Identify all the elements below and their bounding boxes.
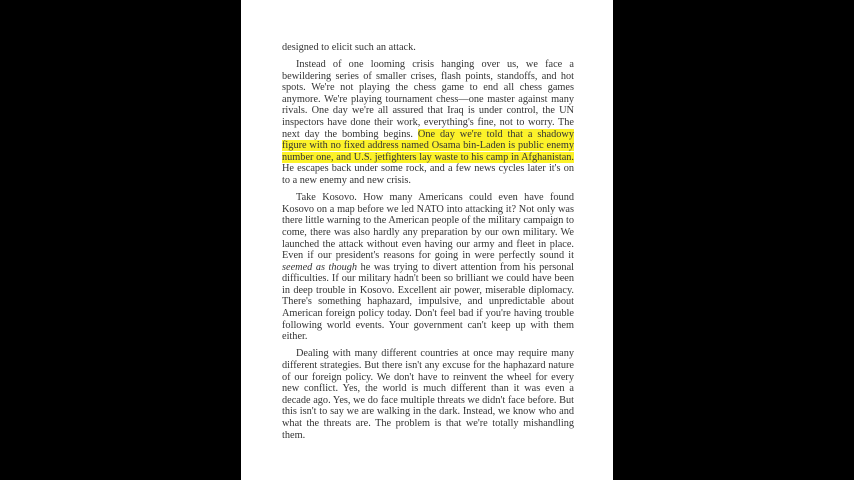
italic-text: seemed as though [282, 261, 358, 273]
paragraph-2 [282, 59, 574, 187]
highlighted-text: One day we're told that a shadowy figure with no fixed address named Osama bin-Laden is public enemy number one, and U.S. jetfighters lay waste to his camp in Afghanistan. [282, 128, 575, 163]
paragraph-3 [282, 192, 574, 343]
paragraph-1 [282, 42, 574, 54]
book-page [241, 0, 613, 480]
text-segment: Take Kosovo. How many Americans could even have found Kosovo on a map before we led NATO into attacking it? Not only was there little warning to the American people of the military campaign to come, there was also hardly any preparation by our own military. We launched the attack without even having our army and fleet in place. Even if our president's reasons for going in were perfectly sound it [282, 192, 574, 262]
page-body-text [282, 42, 574, 447]
text-segment: he was trying to divert attention from his personal difficulties. If our military hadn't been so brilliant we could have been in deep trouble in Kosovo. Excellent air power, miserable diplomacy. There's something haphazard, impulsive, and unpredictable about American foreign policy today. Don't feel bad if you're having trouble following world events. Your government can't keep up with them either. [282, 261, 574, 343]
text-segment: designed to elicit such an attack. [282, 42, 416, 53]
text-segment: Dealing with many different countries at once may require many different strategies. But there isn't any excuse for the haphazard nature of our foreign policy. We don't have to reinvent the wheel for every new conflict. Yes, the world is much different than it was even a decade ago. Yes, we do face multiple threats we didn't face before. But this isn't to say we are walking in the dark. Instead, we know who and what the threats are. The problem is that we're totally mishandling them. [282, 348, 574, 441]
text-segment: He escapes back under some rock, and a few news cycles later it's on to a new enemy and new crisis. [282, 163, 574, 187]
paragraph-4 [282, 348, 574, 441]
text-segment: Instead of one looming crisis hanging over us, we face a bewildering series of smaller crises, flash points, standoffs, and hot spots. We're not playing the chess game to end all chess games anymore. We're playing tournament chess—one master against many rivals. One day we're all assured that Iraq is under control, the UN inspectors have done their work, everything's fine, not to worry. The next day the bombing begins. [282, 59, 574, 140]
